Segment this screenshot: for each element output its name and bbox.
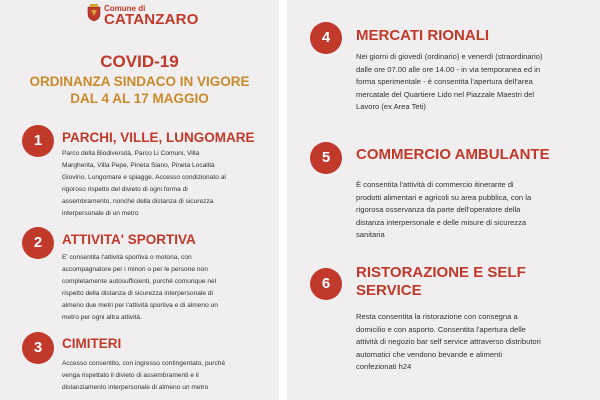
body-line: forma sperimentale - è consentita l'apertura dell'area: [356, 77, 533, 86]
subtitle-line-2: DAL 4 AL 17 MAGGIO: [70, 91, 209, 106]
section-body-3: [62, 358, 259, 394]
section-title-4: MERCATI RIONALI: [356, 27, 490, 44]
body-line: Lavoro (ex Area Teti): [356, 102, 426, 111]
section-body-5: [356, 179, 599, 242]
section-title-3: CIMITERI: [62, 336, 122, 351]
left-panel: [0, 0, 279, 400]
subtitle-line-1: ORDINANZA SINDACO IN VIGORE: [29, 74, 250, 89]
body-line: Giovino, Lungomare e spiagge. Accesso condizionato al: [62, 174, 226, 181]
body-line: Nei giorni di giovedì (ordinario) e venerdì (straordinario): [356, 52, 543, 61]
body-line: Margherita, Villa Pepe, Pineta Siano, Pineta Località: [62, 162, 215, 169]
right-panel: [287, 0, 600, 400]
section-title-6: [356, 264, 526, 300]
section-body-1: [62, 148, 259, 220]
body-line: dalle ore 07.00 alle ore 14.00 - in via temporanea ed in: [356, 64, 541, 74]
section-title-1: PARCHI, VILLE, LUNGOMARE: [62, 130, 255, 145]
body-line: almeno due metri per l'attività sportiva e di almeno un: [62, 302, 218, 309]
section-number-1: 1: [22, 125, 54, 157]
section-number-2: 2: [22, 227, 54, 259]
section-body-4: [356, 51, 599, 114]
section-number-6: 6: [310, 268, 342, 300]
body-line: assembramento, nonché della distanza di sicurezza: [62, 198, 214, 205]
body-line: attività di negozio bar self service attraverso distributori: [356, 337, 541, 346]
section-title-6-line-2: SERVICE: [356, 282, 422, 299]
section-number-3: 3: [22, 332, 54, 364]
body-line: Resta consentita la ristorazione con consegna a: [356, 312, 518, 321]
body-line: interpersonale di un metro: [62, 210, 139, 217]
body-line: Accesso consentito, con ingresso contingentato, purché: [62, 360, 226, 367]
body-line: automatici che vendono bevande e alimenti: [356, 349, 503, 359]
page-title: COVID-19: [100, 52, 179, 71]
body-line: distanza interpersonale e delle misure di sicurezza: [356, 217, 527, 227]
body-line: completamente autosufficienti, purché comunque nel: [62, 278, 217, 285]
body-line: E' consentita l'attività sportiva o motoria, con: [62, 254, 192, 261]
section-body-6: [356, 311, 599, 374]
body-line: mercatale del Quartiere Lido nel Piazzale Maestri del: [356, 89, 535, 99]
section-title-2: ATTIVITA' SPORTIVA: [62, 232, 196, 247]
section-title-5: COMMERCIO AMBULANTE: [356, 146, 550, 163]
section-body-2: [62, 252, 259, 324]
body-line: rigoroso rispetto del divieto di ogni forma di: [62, 186, 188, 193]
body-line: venga rispettato il divieto di assembramenti e il: [62, 372, 199, 379]
section-title-6-line-1: RISTORAZIONE E SELF: [356, 264, 526, 281]
body-line: metro per ogni altra attività.: [62, 314, 142, 321]
body-line: distanziamento interpersonale di almeno un metro: [62, 384, 209, 391]
body-line: rispetto della distanza di sicurezza interpersonale di: [62, 290, 214, 297]
body-line: È consentita l'attività di commercio itinerante di: [356, 180, 514, 189]
comune-label: Comune di: [104, 4, 146, 13]
body-line: domicilio e con asporto. Consentita l'apertura delle: [356, 324, 526, 334]
body-line: sanitaria: [356, 230, 385, 239]
body-line: rigorosa osservanza da parte dell'operatore della: [356, 205, 521, 214]
panel-divider: [279, 0, 287, 400]
coat-of-arms-icon: [87, 4, 101, 27]
body-line: Parco della Biodiversità, Parco Li Comuni, Villa: [62, 150, 200, 157]
section-number-5: 5: [310, 142, 342, 174]
city-name: CATANZARO: [104, 11, 199, 28]
body-line: accompagnatore per i minori o per le persone non: [62, 266, 208, 273]
body-line: prodotti alimentari e agricoli su area pubblica, con la: [356, 192, 532, 202]
body-line: confezionati h24: [356, 362, 412, 371]
section-number-4: 4: [310, 22, 342, 54]
